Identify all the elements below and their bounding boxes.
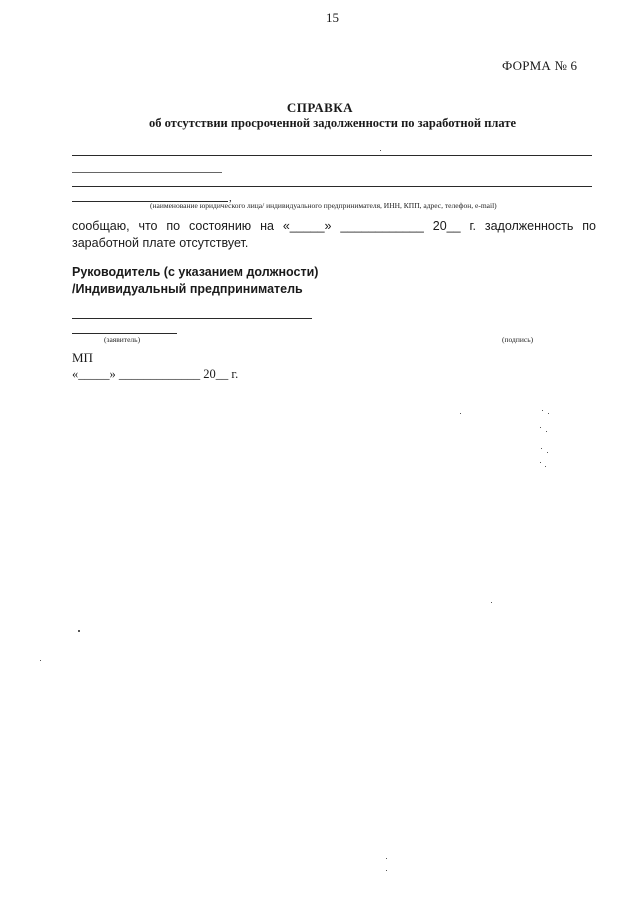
stamp-date: «_____» _____________ 20__ г. <box>72 367 239 381</box>
applicant-line <box>72 333 177 334</box>
organization-line-1 <box>72 155 592 156</box>
organization-comma: , <box>229 192 232 204</box>
signatory-name-line <box>72 318 312 319</box>
signatory-line-1: Руководитель (с указанием должности) <box>72 265 319 279</box>
organization-caption: (наименование юридического лица/ индивидуального предпринимателя, ИНН, КПП, адрес, телефон, e-mail) <box>150 201 497 210</box>
form-number: ФОРМА № 6 <box>502 58 578 73</box>
organization-line-2 <box>72 172 222 173</box>
stamp-label: МП <box>72 350 93 365</box>
applicant-caption: (заявитель) <box>104 335 141 344</box>
signature-caption: (подпись) <box>502 335 534 344</box>
signatory-line-2: /Индивидуальный предприниматель <box>72 282 303 296</box>
organization-line-3 <box>72 186 592 187</box>
page-number: 15 <box>326 10 339 25</box>
document-title: СПРАВКА <box>286 100 354 115</box>
document-subtitle: об отсутствии просроченной задолженности по заработной плате <box>148 116 517 130</box>
signatory-heading <box>72 264 318 298</box>
statement-text: сообщаю, что по состоянию на «_____» ____________ 20__ г. задолженность по заработной плате отсутствует. <box>72 219 596 250</box>
